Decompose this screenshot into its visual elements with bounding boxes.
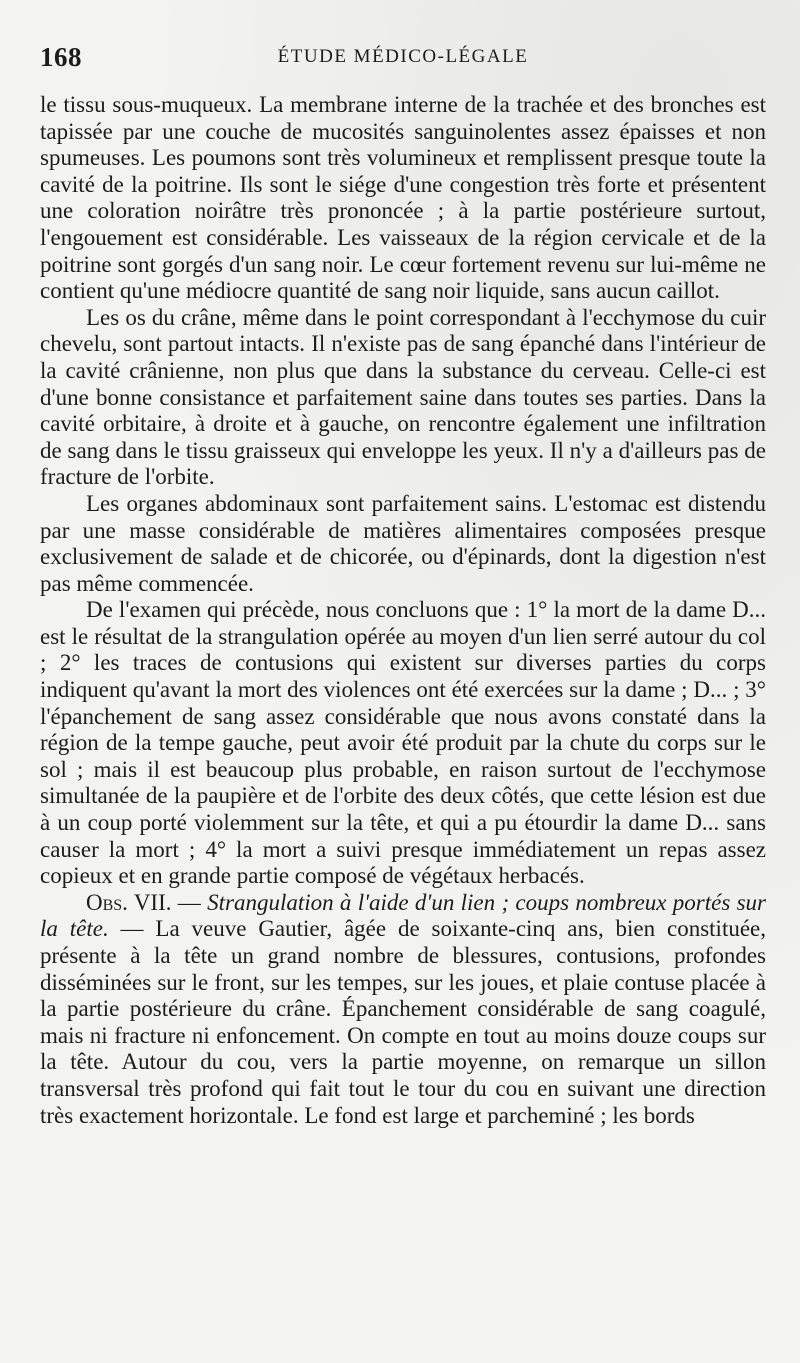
- observation-paragraph: [40, 890, 766, 1129]
- page-number: 168: [40, 42, 82, 72]
- observation-label: Obs. VII.: [86, 889, 172, 915]
- paragraph: le tissu sous-muqueux. La membrane interne de la trachée et des bronches est tapissée par une couche de mucosités sanguinolentes assez épaisses et non spumeuses. Les poumons sont très volumineux et remplissent presque toute la cavité de la poitrine. Ils sont le siége d'une congestion très forte et présentent une coloration noirâtre très prononcée ; à la partie postérieure surtout, l'engouement est considérable. Les vaisseaux de la région cervicale et de la poitrine sont gorgés d'un sang noir. Le cœur fortement revenu sur lui-même ne contient qu'une médiocre quantité de sang noir liquide, sans aucun caillot.: [40, 92, 766, 304]
- observation-dash: —: [108, 916, 156, 942]
- observation-text: La veuve Gautier, âgée de soixante-cinq ans, bien constituée, présente à la tête un grand nombre de blessures, contusions, profondes disséminées sur le front, sur les tempes, sur les joues, et plaie contuse placée à la partie postérieure du crâne. Épanchement considérable de sang coagulé, mais ni fracture ni enfoncement. On compte en tout au moins douze coups sur la tête. Autour du cou, vers la partie moyenne, on remarque un sillon transversal très profond qui fait tout le tour du cou en suivant une direction très exactement horizontale. Le fond est large et parcheminé ; les bords: [40, 916, 766, 1128]
- observation-dash: —: [171, 889, 208, 915]
- paragraph: Les os du crâne, même dans le point correspondant à l'ecchymose du cuir chevelu, sont partout intacts. Il n'existe pas de sang épanché dans l'intérieur de la cavité crânienne, non plus que dans la substance du cerveau. Celle-ci est d'une bonne consistance et parfaitement saine dans toutes ses parties. Dans la cavité orbitaire, à droite et à gauche, on rencontre également une infiltration de sang dans le tissu graisseux qui enveloppe les yeux. Il n'y a d'ailleurs pas de fracture de l'orbite.: [40, 304, 766, 490]
- observation-title: Strangulation à l'aide d'un lien ; coups nombreux portés sur la tête.: [40, 889, 766, 942]
- running-title: ÉTUDE MÉDICO-LÉGALE: [277, 46, 529, 67]
- running-head: [40, 38, 766, 82]
- body-text: [40, 92, 766, 1129]
- paragraph: Les organes abdominaux sont parfaitement sains. L'estomac est distendu par une masse considérable de matières alimentaires composées presque exclusivement de salade et de chicorée, ou d'épinards, dont la digestion n'est pas même commencée.: [40, 490, 766, 596]
- paragraph: De l'examen qui précède, nous concluons que : 1° la mort de la dame D... est le résultat de la strangulation opérée au moyen d'un lien serré autour du col ; 2° les traces de contusions qui existent sur diverses parties du corps indiquent qu'avant la mort des violences ont été exercées sur la dame ; D... ; 3° l'épanchement de sang assez considérable que nous avons constaté dans la région de la tempe gauche, peut avoir été produit par la chute du corps sur le sol ; mais il est beaucoup plus probable, en raison surtout de l'ecchymose simultanée de la paupière et de l'orbite des deux côtés, que cette lésion est due à un coup porté violemment sur la tête, et qui a pu étourdir la dame D... sans causer la mort ; 4° la mort a suivi presque immédiatement un repas assez copieux et en grande partie composé de végétaux herbacés.: [40, 597, 766, 889]
